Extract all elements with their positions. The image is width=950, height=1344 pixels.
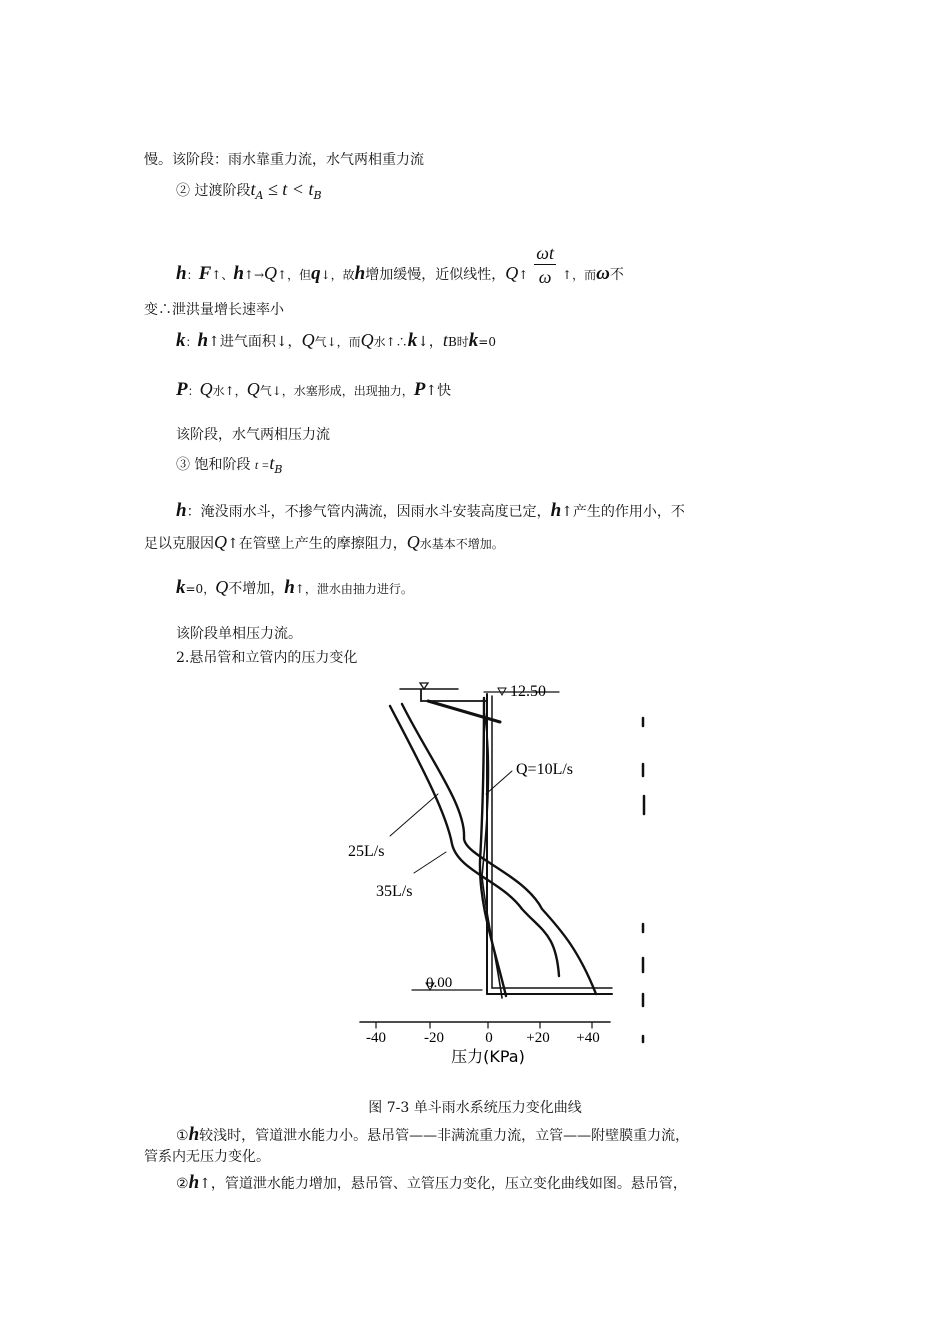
para-line-7: 该阶段，水气两相压力流 [176, 427, 330, 443]
transition-stage-heading: ② 过渡阶段$t_A \le t < t_B$ [176, 179, 322, 202]
section-heading-2: 2.悬吊管和立管内的压力变化 [176, 650, 358, 666]
top-level-label: 12.50 [510, 683, 546, 700]
x-tick-label: -20 [424, 1030, 444, 1046]
para-line-4: 变∴泄洪量增长速率小 [144, 302, 284, 318]
para-line-14: ①h较浅时，管道泄水能力小。悬吊管——非满流重力流，立管——附壁膜重力流， [176, 1124, 690, 1145]
para-line-11: k=0，Q不增加，h↑，泄水由抽力进行。 [176, 577, 413, 598]
curve-label-35: 35L/s [376, 883, 413, 900]
curve-label-25: 25L/s [348, 843, 385, 860]
para-p-line: P：Q水↑，Q气↓，水塞形成，出现抽力，P↑快 [176, 379, 452, 400]
x-tick-label: 0 [485, 1030, 493, 1046]
para-h-line: h：F↑、h↑→Q↑，但q↓，故h增加缓慢，近似线性，Q↑ $\frac{\omega t}{\omega}$ ↑，而ω不 [176, 243, 624, 287]
x-tick-label: -40 [366, 1030, 386, 1046]
para-line-10: 足以克服因Q↑在管壁上产生的摩擦阻力，Q水基本不增加。 [144, 532, 504, 552]
curve-label-q10: Q=10L/s [516, 761, 574, 778]
bottom-level-label: 0.00 [426, 975, 453, 991]
pressure-curve-figure [334, 676, 646, 1066]
figure-caption: 图 7-3 单斗雨水系统压力变化曲线 [368, 1100, 582, 1116]
x-axis-label: 压力(KPa) [451, 1047, 525, 1066]
x-tick-label: +20 [526, 1030, 550, 1046]
saturation-stage-heading: ③ 饱和阶段 $t =t_B$ [176, 453, 283, 476]
x-tick-label: +40 [576, 1030, 600, 1046]
para-line-15: 管系内无压力变化。 [144, 1149, 270, 1165]
para-line-12: 该阶段单相压力流。 [176, 626, 302, 642]
para-line-1: 慢。该阶段：雨水靠重力流，水气两相重力流 [144, 152, 424, 168]
para-line-16: ②h↑，管道泄水能力增加，悬吊管、立管压力变化，压立变化曲线如图。悬吊管， [176, 1172, 687, 1193]
para-k-line: k：h↑进气面积↓，Q气↓，而Q水↑∴k↓，tB时k=0 [176, 330, 496, 351]
para-line-9: h：淹没雨水斗，不掺气管内满流，因雨水斗安装高度已定，h↑产生的作用小，不 [176, 500, 685, 521]
omega-fraction: $\frac{\omega t}{\omega}$ [536, 243, 555, 287]
